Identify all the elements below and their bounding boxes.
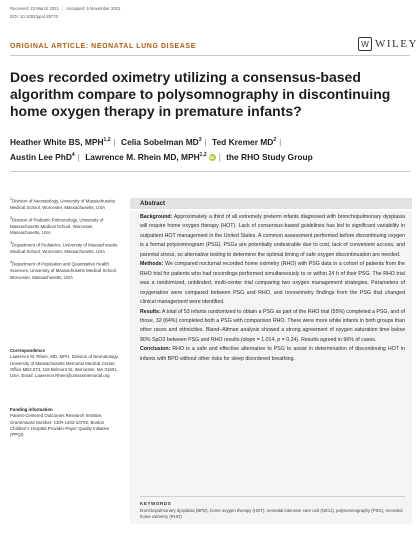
methods-label: Methods:: [140, 261, 164, 268]
authors-divider: [10, 171, 410, 172]
author-separator: |: [77, 151, 80, 162]
background-label: Background:: [140, 214, 173, 220]
correspondence-label: Correspondence: [10, 348, 45, 353]
author[interactable]: Celia Sobelman $MD^3$: [121, 136, 202, 147]
abstract-header: [130, 198, 412, 209]
affiliation: $^1$Division of Neonatology, University of Massachusetts Medical School, Worcester, Massachusetts, USA: [10, 197, 115, 210]
publisher-name: WILEY: [375, 38, 418, 50]
accepted-date: Accepted: 5 November 2021: [66, 6, 121, 11]
date-separator: |: [61, 6, 64, 11]
abstract-text: [140, 213, 405, 364]
keywords-heading: KEYWORDS: [140, 501, 172, 506]
methods-text: We compared nocturnal recorded home oximetry (RHO) with PSG data in a cohort of patients from the RHO trial for patients who had recordings performed simultaneously to or within 24 h of their PSG. The RHO trial was a randomized, unblinded, multi-center trial comparing two oxygen management strategies. Parameters of oxygenation were compared between PSG and RHO, and nonoximetry findings from the PSG that changed clinical management were identified.: [140, 261, 405, 306]
abstract-box: [130, 211, 412, 524]
author-separator: |: [218, 151, 221, 162]
article-title: Does recorded oximetry utilizing a consensus-based algorithm compare to polysomnography in discontinuing home oxygen therapy in premature infants?: [10, 69, 391, 119]
author-separator: |: [113, 136, 116, 147]
author-group[interactable]: the RHO Study Group: [226, 151, 313, 162]
results-text: A total of 53 infants randomized to obtain a PSG as part of the RHO trial (55%) completed a PSG, and of those, 32 (64%) completed both a PSG with comparison RHO. There were more white infants in both groups than other races and ethnicities. Bland–Altman analysis showed a strong agreement of oxygen saturation time below 90% SpO2 between PSG and RHO results (slope = 1.014, p = 0.24). Results agreed in 96% of cases.: [140, 308, 405, 343]
funding-text: Patient-Centered Outcomes Research Institute, Grant/Award Number: CER-1402-10792; Boston Children's Hospital Provider-Payer Quality Initiative (PPQI): [10, 413, 110, 438]
orcid-icon[interactable]: iD: [209, 154, 215, 160]
article-category: ORIGINAL ARTICLE: NEONATAL LUNG DISEASE: [10, 43, 196, 50]
background-text: Approximately a third of all extremely preterm infants diagnosed with bronchopulmonary dysplasia will require home oxygen therapy (HOT). Lack of consensus-based guidelines has led to significant variability in outpatient HOT management in the United States. A common assessment performed before discontinuing oxygen is a formal polysomnogram (PSG). PSGs are potentially undesirable due to cost, lack of convenient access, and parental stress, so alternative testing to determine the optimal timing of safe oxygen discontinuation are needed.: [140, 214, 405, 258]
author[interactable]: Lawrence M. Rhein MD, MPH$^{1,2}$ iD: [85, 151, 215, 162]
affiliations: [10, 196, 122, 285]
conclusion-text: RHO is a safe and effective alternative to PSG to assist in determination of discontinuing HOT in infants with BPD without other risks for sleep disordered breathing.: [140, 346, 405, 362]
funding: [10, 407, 122, 438]
author-list: [10, 134, 410, 164]
affiliation: $^4$Department of Population and Quantitative Health Sciences, University of Massachusetts Medical School, Worcester, Massachusetts, USA: [10, 260, 118, 280]
abstract-heading: Abstract: [140, 200, 166, 207]
results-label: Results:: [140, 308, 161, 315]
correspondence-text: Lawrence M. Rhein, MD, MPH, Division of Neonatology, University of Massachusetts Memorial Medical Center, Office MB2.074, 119 Belmont St, Worcester, MA 01601, USA. Email: Lawrence.Rhein@umassmemorial.org: [10, 354, 119, 379]
author[interactable]: Ted Kremer $MD^2$: [212, 136, 277, 147]
keywords-text: bronchopulmonary dysplasia (BPD), home oxygen therapy (HOT), neonatal intensive care unit (NICU), polysomnography (PSG), recorded home oximetry (RHO): [140, 508, 403, 520]
wiley-logo-icon: W: [358, 37, 372, 51]
author[interactable]: Heather White BS, MPH$^{1,2}$: [10, 136, 111, 147]
affiliation: $^3$Department of Pediatrics, University of Massachusetts Medical School, Worcester, Massachusetts, USA: [10, 241, 118, 255]
received-date: Received: 22 March 2021: [10, 6, 59, 11]
affiliation: $^2$Division of Pediatric Pulmonology, University of Massachusetts Medical School, Worcester, Massachusetts, USA: [10, 216, 104, 236]
header-divider: [10, 55, 410, 56]
author[interactable]: Austin Lee PhD$^4$: [10, 151, 75, 162]
article-dates: [10, 6, 121, 11]
conclusion-label: Conclusion:: [140, 346, 171, 353]
correspondence: [10, 348, 122, 379]
doi[interactable]: DOI: 10.1002/ppul.25770: [10, 14, 59, 19]
author-separator: |: [279, 136, 282, 147]
keywords-divider: [140, 496, 405, 497]
funding-label: Funding information: [10, 407, 53, 412]
author-separator: |: [204, 136, 207, 147]
publisher-logo: [358, 37, 418, 51]
